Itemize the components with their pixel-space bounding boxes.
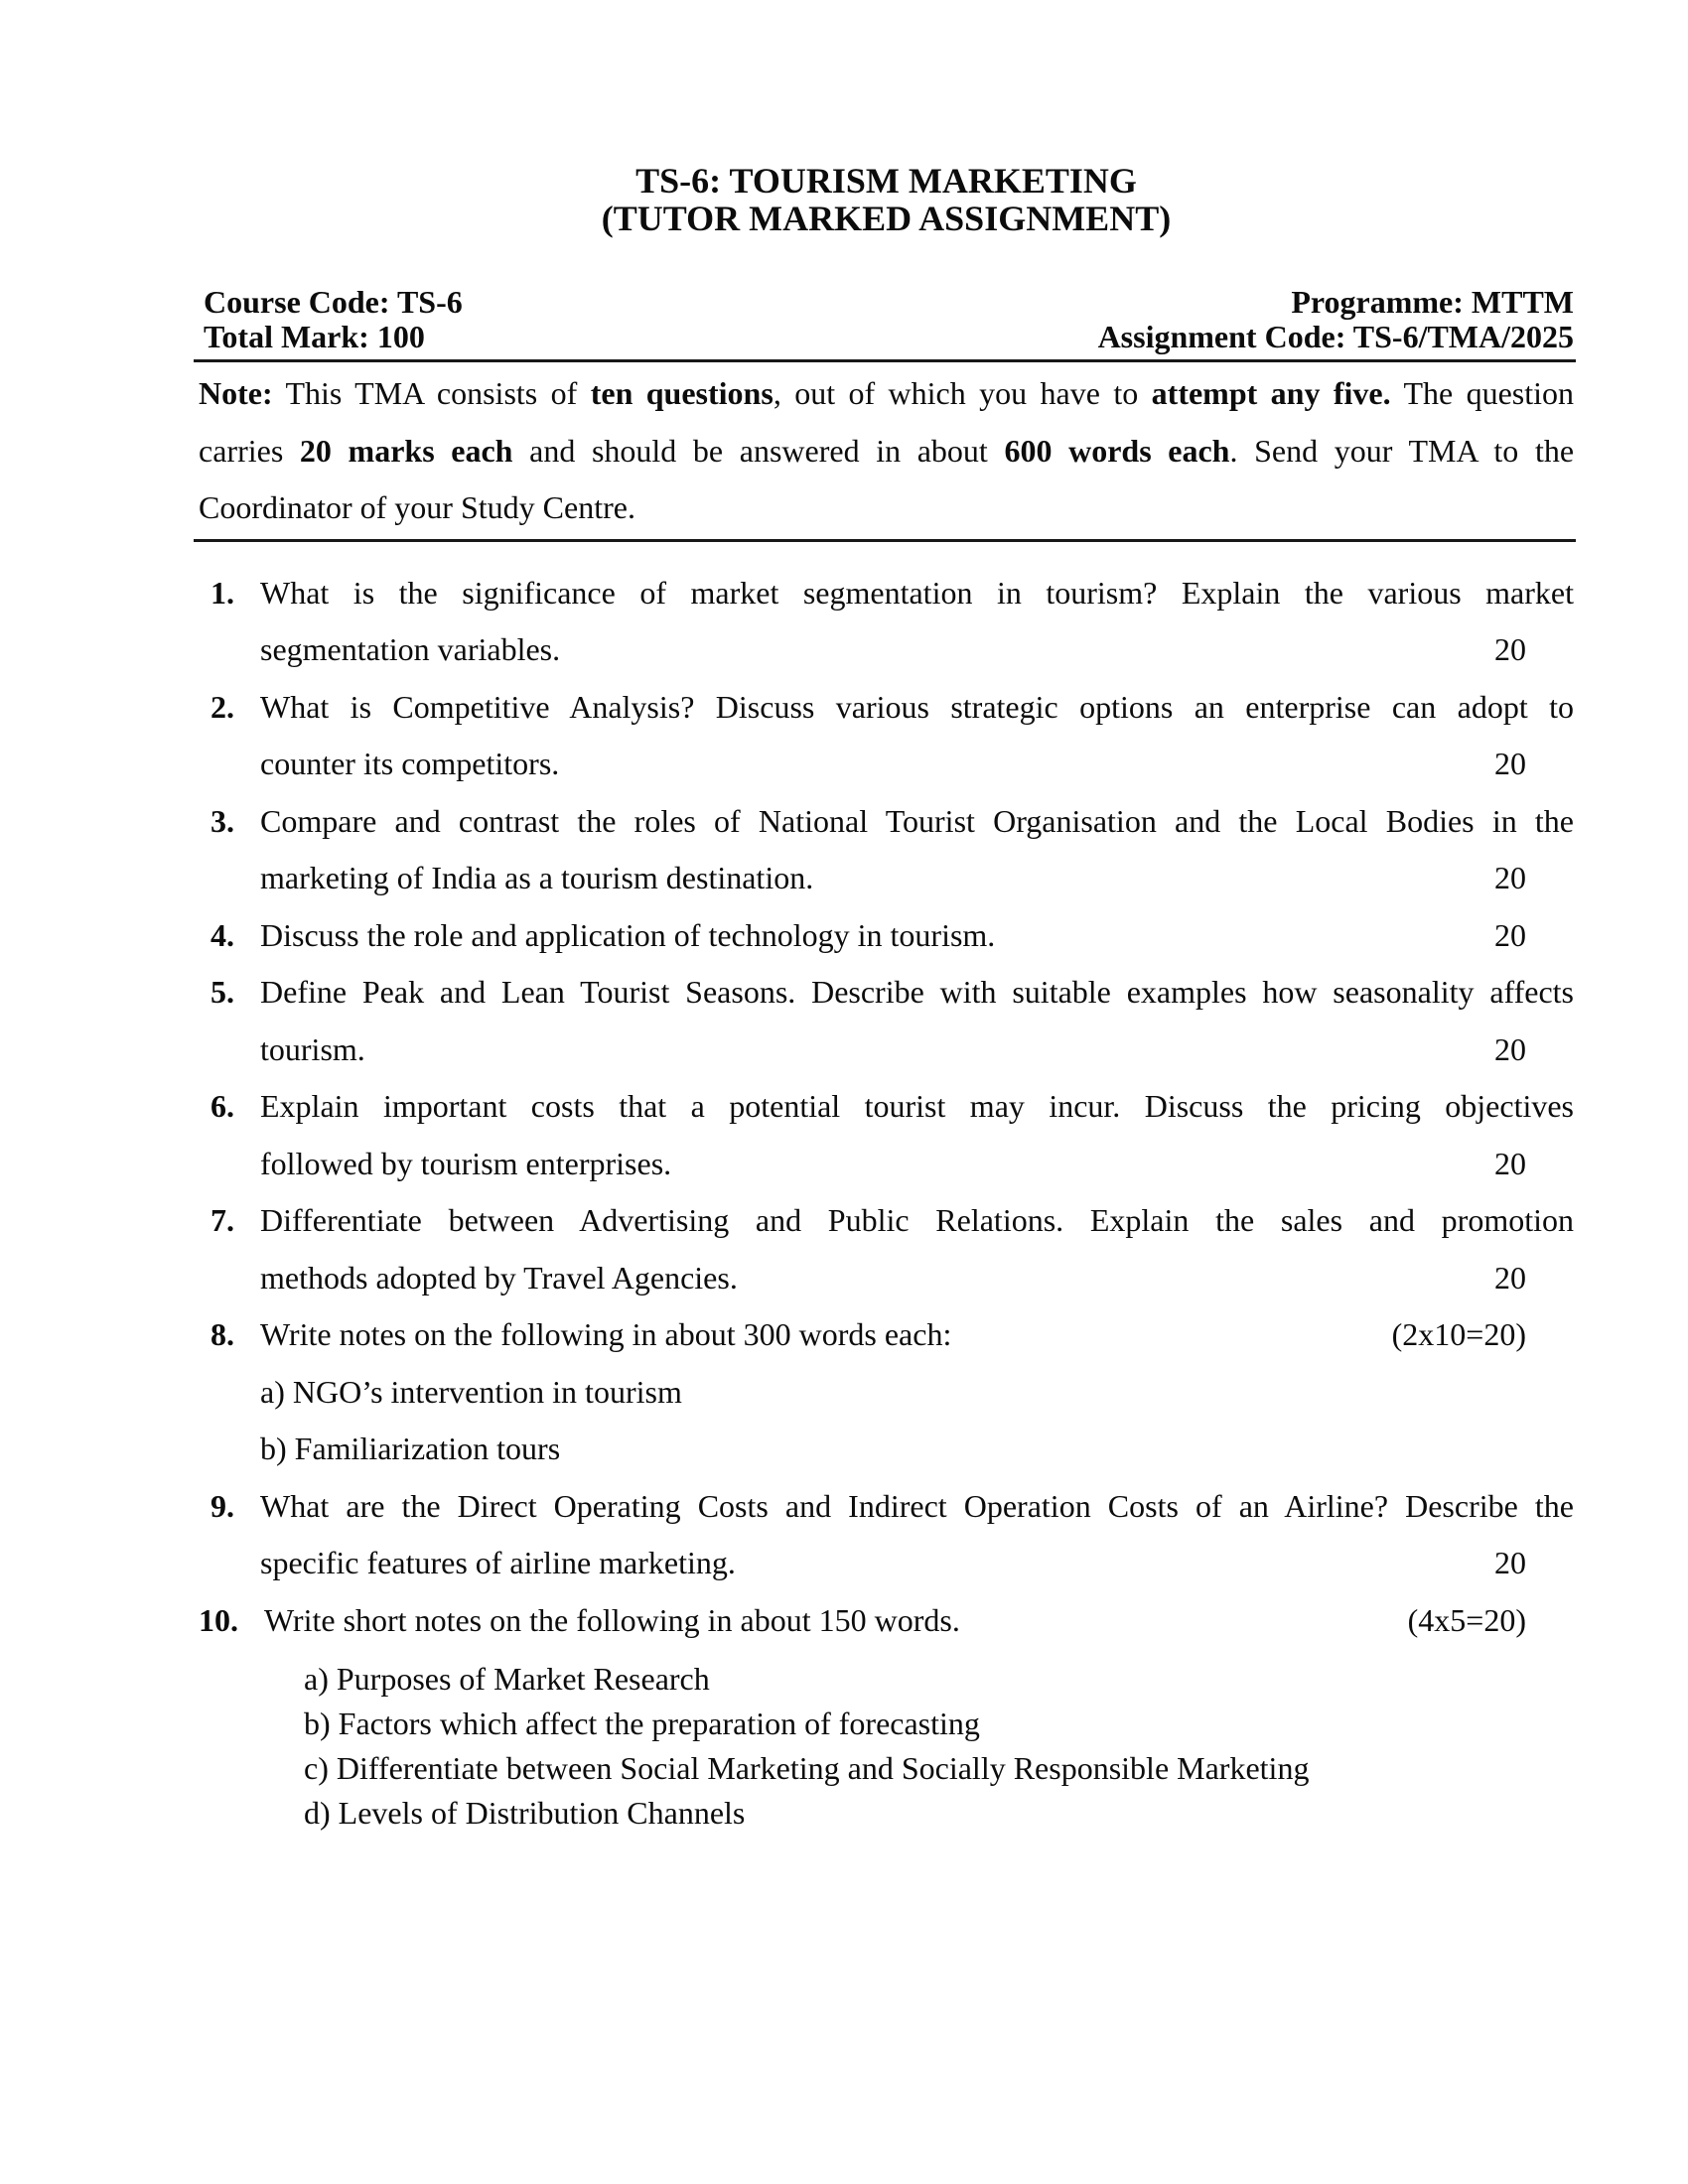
programme: Programme: MTTM — [1291, 284, 1574, 320]
question-marks-line — [260, 850, 1574, 907]
note-bold-segment: attempt any five. — [1151, 375, 1391, 411]
question-marks: 20 — [1494, 916, 1526, 953]
question-number: 4. — [211, 916, 234, 953]
question-subitems — [260, 1364, 1574, 1478]
course-code: Course Code: TS-6 — [204, 284, 463, 320]
question-text-line: tourism. — [260, 1030, 365, 1067]
question-number: 10. — [199, 1601, 238, 1638]
total-mark: Total Mark: 100 — [204, 319, 425, 354]
note-divider — [194, 539, 1576, 542]
subitem: a) NGO’s intervention in tourism — [260, 1373, 682, 1410]
question-text-line: What are the Direct Operating Costs and Indirect Operation Costs of an Airline? Describe the — [260, 1487, 1574, 1524]
question-text-line: methods adopted by Travel Agencies. — [260, 1259, 738, 1296]
question-text-line: counter its competitors. — [260, 746, 560, 781]
question-marks: 20 — [1494, 860, 1526, 895]
question-body — [260, 1478, 1574, 1592]
note-text-segment: The question — [1390, 375, 1575, 411]
question-item — [199, 1078, 1574, 1192]
question-marks: 20 — [1494, 631, 1526, 667]
header-block — [199, 285, 1574, 354]
question-marks-line — [260, 1306, 1574, 1364]
subitem: b) Familiarization tours — [260, 1431, 561, 1466]
subitem: d) Levels of Distribution Channels — [304, 1795, 746, 1831]
note-bold-segment: Note: — [199, 375, 273, 411]
question-text-line: followed by tourism enterprises. — [260, 1145, 672, 1181]
question-text-line: What is the significance of market segmentation in tourism? Explain the various market — [260, 574, 1574, 611]
question-body — [260, 1192, 1574, 1306]
question-number: 8. — [211, 1316, 234, 1352]
question-body — [260, 793, 1574, 907]
question-number: 9. — [211, 1487, 234, 1524]
question-marks-line — [260, 907, 1574, 965]
question-number: 7. — [211, 1202, 234, 1238]
header-row-2 — [199, 320, 1574, 354]
question-subitems — [264, 1657, 1574, 1836]
assignment-code: Assignment Code: TS-6/TMA/2025 — [1097, 319, 1574, 354]
question-marks-line — [260, 1022, 1574, 1079]
header-row-1 — [199, 285, 1574, 320]
question-text-line: Discuss the role and application of technology in tourism. — [260, 916, 996, 953]
question-text-line: Compare and contrast the roles of National Tourist Organisation and the Local Bodies in the — [260, 802, 1574, 839]
question-text-line: What is Competitive Analysis? Discuss various strategic options an enterprise can adopt to — [260, 688, 1574, 725]
question-marks-line — [260, 621, 1574, 679]
question-marks-line — [260, 736, 1574, 793]
questions-list — [199, 565, 1574, 1837]
note-text-segment: Coordinator of your Study Centre. — [199, 489, 635, 525]
note-paragraph — [199, 365, 1574, 537]
question-number: 1. — [211, 574, 234, 611]
question-marks: 20 — [1494, 1259, 1526, 1296]
question-marks: 20 — [1494, 1145, 1526, 1181]
note-bold-segment: ten questions — [590, 375, 774, 411]
question-marks: 20 — [1494, 1030, 1526, 1067]
question-text-line: Define Peak and Lean Tourist Seasons. Describe with suitable examples how seasonality affects — [260, 974, 1574, 1010]
question-item — [199, 679, 1574, 793]
question-text-line: marketing of India as a tourism destination. — [260, 860, 814, 895]
question-item — [199, 793, 1574, 907]
note-bold-segment: 20 marks each — [299, 432, 513, 469]
question-text-line: segmentation variables. — [260, 631, 561, 667]
header-divider — [194, 359, 1576, 362]
question-text-line: Differentiate between Advertising and Public Relations. Explain the sales and promotion — [260, 1202, 1574, 1238]
note-text-segment: carries — [199, 432, 300, 469]
question-text-line: Write notes on the following in about 300 words each: — [260, 1316, 952, 1352]
question-number: 2. — [211, 688, 234, 725]
question-body — [260, 1306, 1574, 1478]
question-body — [260, 907, 1574, 965]
question-marks: (4x5=20) — [1407, 1601, 1526, 1638]
note-text-segment: . Send your TMA to the — [1229, 432, 1575, 469]
question-item — [199, 1592, 1574, 1837]
question-marks-line — [260, 1250, 1574, 1307]
question-item — [199, 907, 1574, 965]
question-text-line: Write short notes on the following in about 150 words. — [264, 1601, 960, 1638]
question-marks-line — [260, 1535, 1574, 1592]
question-text-line: Explain important costs that a potential tourist may incur. Discuss the pricing objectives — [260, 1088, 1574, 1124]
note-text-segment: This TMA consists of — [272, 375, 591, 411]
question-body — [260, 964, 1574, 1078]
question-body — [264, 1592, 1574, 1837]
question-number: 5. — [211, 974, 234, 1010]
title-block — [199, 162, 1574, 237]
question-body — [260, 565, 1574, 679]
note-text-segment: and should be answered in about — [512, 432, 1005, 469]
question-marks-line — [264, 1592, 1574, 1650]
question-item — [199, 1306, 1574, 1478]
question-item — [199, 565, 1574, 679]
note-bold-segment: 600 words each — [1004, 432, 1230, 469]
subitem: a) Purposes of Market Research — [304, 1661, 710, 1697]
question-marks: (2x10=20) — [1391, 1316, 1526, 1352]
question-marks: 20 — [1494, 746, 1526, 781]
note-line — [199, 479, 1574, 537]
note-line — [199, 365, 1574, 423]
question-number: 6. — [211, 1088, 234, 1124]
question-item — [199, 1192, 1574, 1306]
question-marks-line — [260, 1136, 1574, 1193]
subitem: b) Factors which affect the preparation of forecasting — [304, 1706, 980, 1741]
question-item — [199, 964, 1574, 1078]
question-marks: 20 — [1494, 1545, 1526, 1580]
subitem: c) Differentiate between Social Marketing and Socially Responsible Marketing — [304, 1750, 1310, 1786]
note-text-segment: , out of which you have to — [773, 375, 1152, 411]
document-subtitle: (TUTOR MARKED ASSIGNMENT) — [601, 199, 1172, 238]
question-item — [199, 1478, 1574, 1592]
question-body — [260, 1078, 1574, 1192]
question-text-line: specific features of airline marketing. — [260, 1545, 736, 1580]
note-line — [199, 423, 1574, 480]
question-number: 3. — [211, 802, 234, 839]
question-body — [260, 679, 1574, 793]
document-title: TS-6: TOURISM MARKETING — [635, 161, 1137, 201]
